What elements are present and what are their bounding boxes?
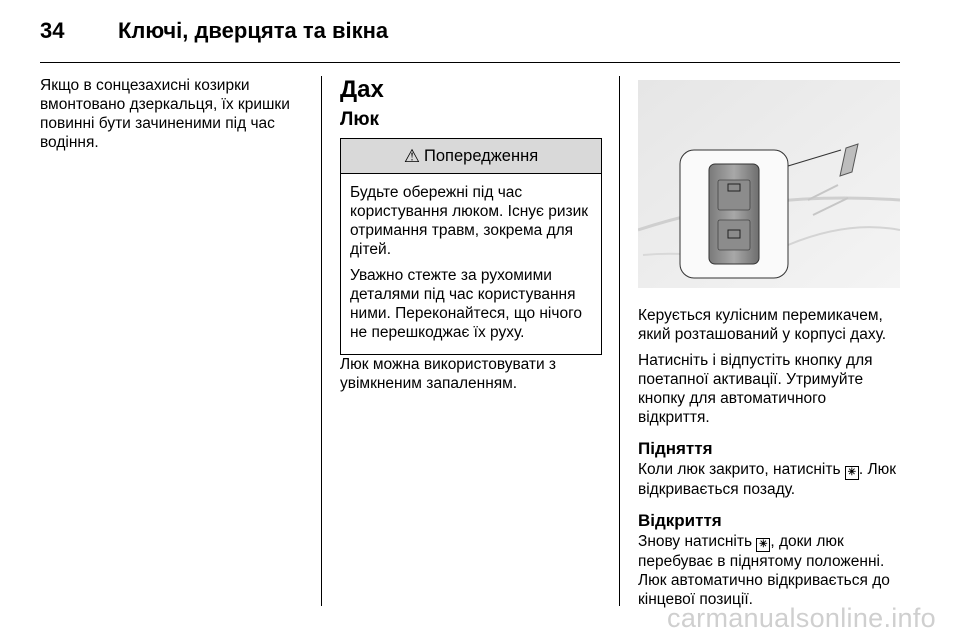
subheading-open: Відкриття xyxy=(638,511,722,530)
subheading-sunroof: Люк xyxy=(340,109,380,130)
chapter-title: Ключі, дверцята та вікна xyxy=(118,18,389,43)
visor-mirror-text: Якщо в сонцезахисні козирки вмонтовано дзеркальця, їх кришки повинні бути зачиненими під час водіння. xyxy=(40,77,290,151)
page-number: 34 xyxy=(40,18,65,43)
watermark: carmanualsonline.info xyxy=(667,603,936,633)
column-middle xyxy=(340,76,602,400)
section-heading-roof: Дах xyxy=(340,76,384,103)
switch-location-text: Керується кулісним перемикачем, який розташований у корпусі даху. xyxy=(638,307,887,343)
column-left xyxy=(40,76,302,159)
warning-box xyxy=(340,138,602,355)
column-divider-right xyxy=(619,76,620,606)
warning-paragraph-2: Уважно стежте за рухомими деталями під час користування ними. Переконайтеся, що нічого не перешкоджає їх руху. xyxy=(350,267,583,341)
header-rule xyxy=(40,62,900,63)
column-right xyxy=(638,306,900,616)
tilt-button-icon: ✳ xyxy=(845,466,859,480)
subheading-tilt: Підняття xyxy=(638,439,713,458)
warning-title: Попередження xyxy=(424,146,539,165)
tilt-instruction: Коли люк закрито, натисніть ✳ . Люк відкривається позаду. xyxy=(638,461,897,498)
warning-paragraph-1: Будьте обережні під час користування люком. Існує ризик отримання травм, зокрема для дітей. xyxy=(350,184,589,258)
switch-usage-text: Натисніть і відпустіть кнопку для поетапної активації. Утримуйте кнопку для автоматичного відкриття. xyxy=(638,352,873,426)
sunroof-switch-illustration xyxy=(638,80,900,288)
tilt-button-icon: ✳ xyxy=(756,538,770,552)
warning-header xyxy=(341,139,601,174)
warning-body xyxy=(341,174,601,354)
open-instruction: Знову натисніть ✳ , доки люк перебуває в піднятому положенні. Люк автоматично відкривається до кінцевої позиції. xyxy=(638,533,890,608)
warning-triangle-icon: ⚠ xyxy=(403,145,420,166)
column-divider-left xyxy=(321,76,322,606)
ignition-note: Люк можна використовувати з увімкненим запаленням. xyxy=(340,356,557,392)
